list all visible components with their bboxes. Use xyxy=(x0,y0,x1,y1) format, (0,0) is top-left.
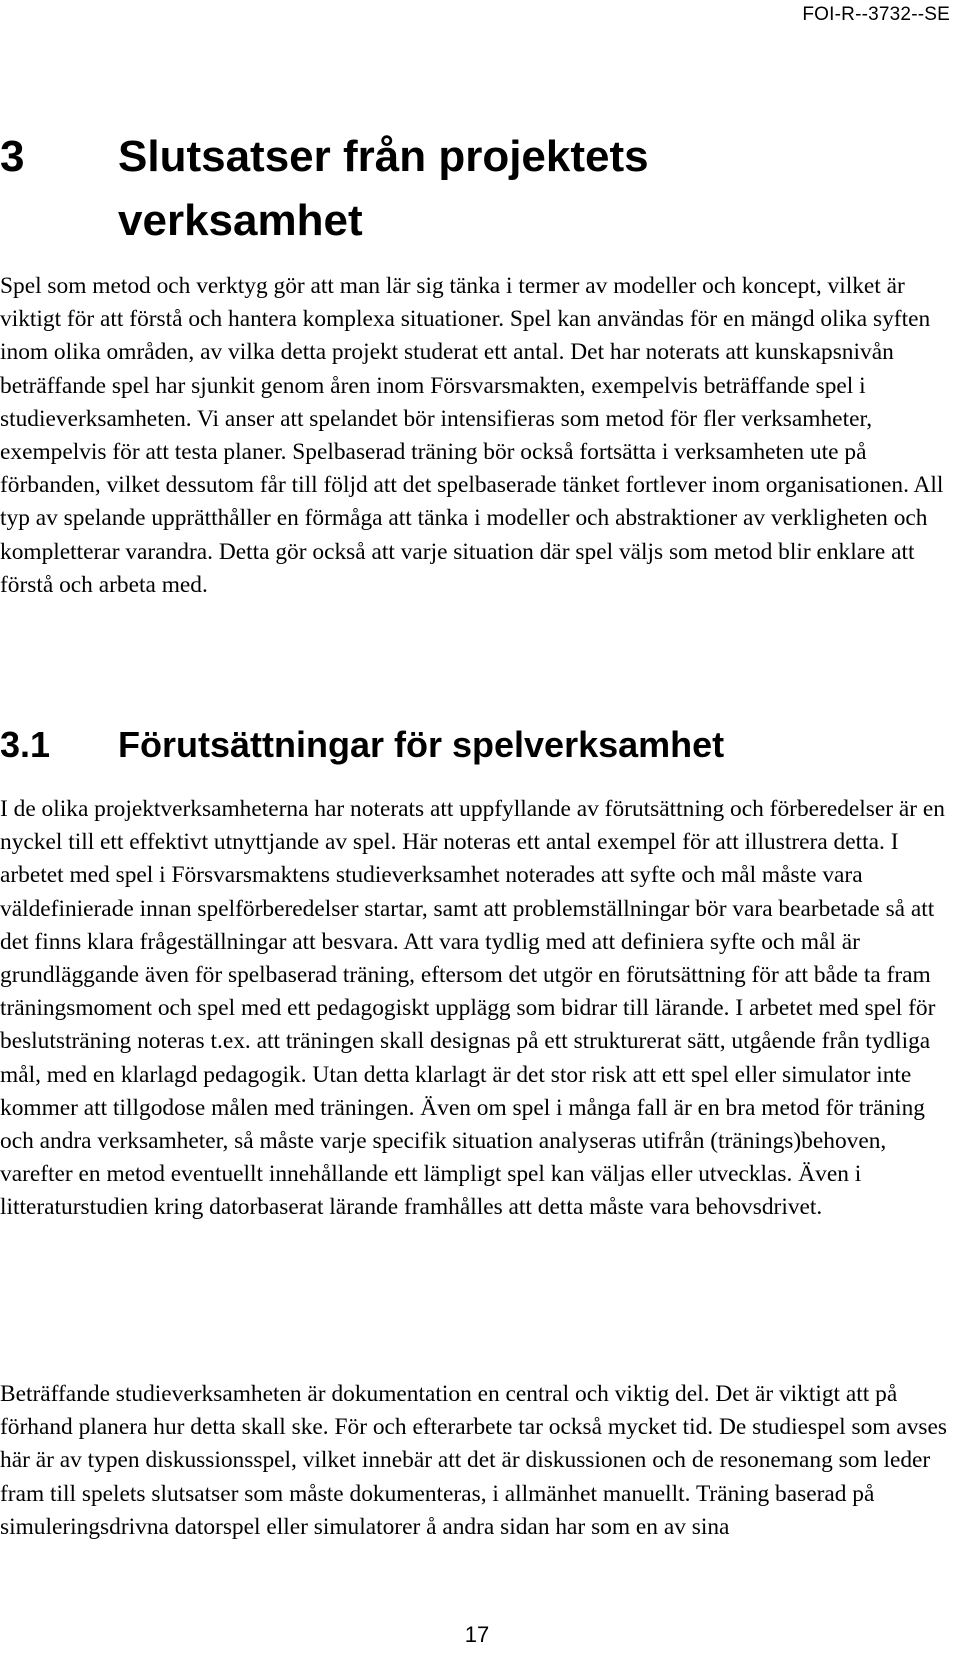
chapter-heading xyxy=(0,125,838,253)
body-paragraph: Spel som metod och verktyg gör att man lär sig tänka i termer av modeller och koncept, vilket är viktigt för att förstå och hantera komplexa situationer. Spel kan användas för en mängd olika syften inom olika områden, av vilka detta projekt studerat ett antal. Det har noterats att kunskapsnivån beträffande spel har sjunkit genom åren inom Försvarsmakten, exempelvis beträffande spel i studieverksamheten. Vi anser att spelandet bör intensifieras som metod för fler verksamheter, exempelvis för att testa planer. Spelbaserad träning bör också fortsätta i verksamheten ute på förbanden, vilket dessutom får till följd att det spelbaserade tänket fortlever inom organisationen. All typ av spelande upprätthåller en förmåga att tänka i modeller och abstraktioner av verkligheten och kompletterar varandra. Detta gör också att varje situation där spel väljs som metod blir enklare att förstå och arbeta med. xyxy=(0,273,944,598)
section-heading xyxy=(0,721,724,769)
section-title: Förutsättningar för spelverksamhet xyxy=(118,724,725,765)
page-number: 17 xyxy=(464,1622,490,1647)
document-id: FOI-R--3732--SE xyxy=(802,4,950,25)
body-paragraph: I de olika projektverksamheterna har noterats att uppfyllande av förutsättning och förberedelser är en nyckel till ett effektivt utnyttjande av spel. Här noteras ett antal exempel för att illustrera detta. I arbetet med spel i Försvarsmaktens studieverksamhet noterades att syfte och mål måste vara väldefinierade innan spelförberedelser startar, samt att problemställningar bör vara bearbetade så att det finns klara frågeställningar att besvara. Att vara tydlig med att definiera syfte och mål är grundläggande även för spelbaserad träning, eftersom det utgör en förutsättning för att både ta fram träningsmoment och spel med ett pedagogiskt upplägg som bidrar till lärande. I arbetet med spel för beslutsträning noteras t.ex. att träningen skall designas på ett strukturerat sätt, utgående från tydliga mål, med en klarlagd pedagogik. Utan detta klarlagt är det stor risk att ett spel eller simulator inte kommer att tillgodose målen med träningen. Även om spel i många fall är en bra metod för träning och andra verksamheter, så måste varje specifik situation analyseras utifrån (tränings)behoven, varefter en metod eventuellt innehållande ett lämpligt spel kan väljas eller utvecklas. Även i litteraturstudien kring datorbaserat lärande framhålles att detta måste vara behovsdrivet. xyxy=(0,796,945,1221)
body-paragraph: Beträffande studieverksamheten är dokumentation en central och viktig del. Det är viktigt att på förhand planera hur detta skall ske. För och efterarbete tar också mycket tid. De studiespel som avses här är av typen diskussionsspel, vilket innebär att det är diskussionen och de resonemang som leder fram till spelets slutsatser som måste dokumenteras, i allmänhet manuellt. Träning baserad på simuleringsdrivna datorspel eller simulatorer å andra sidan har som en av sina xyxy=(0,1381,948,1540)
chapter-number: 3 xyxy=(0,132,25,181)
section-number: 3.1 xyxy=(0,724,51,765)
chapter-title: Slutsatser från projektets verksamhet xyxy=(118,132,649,245)
